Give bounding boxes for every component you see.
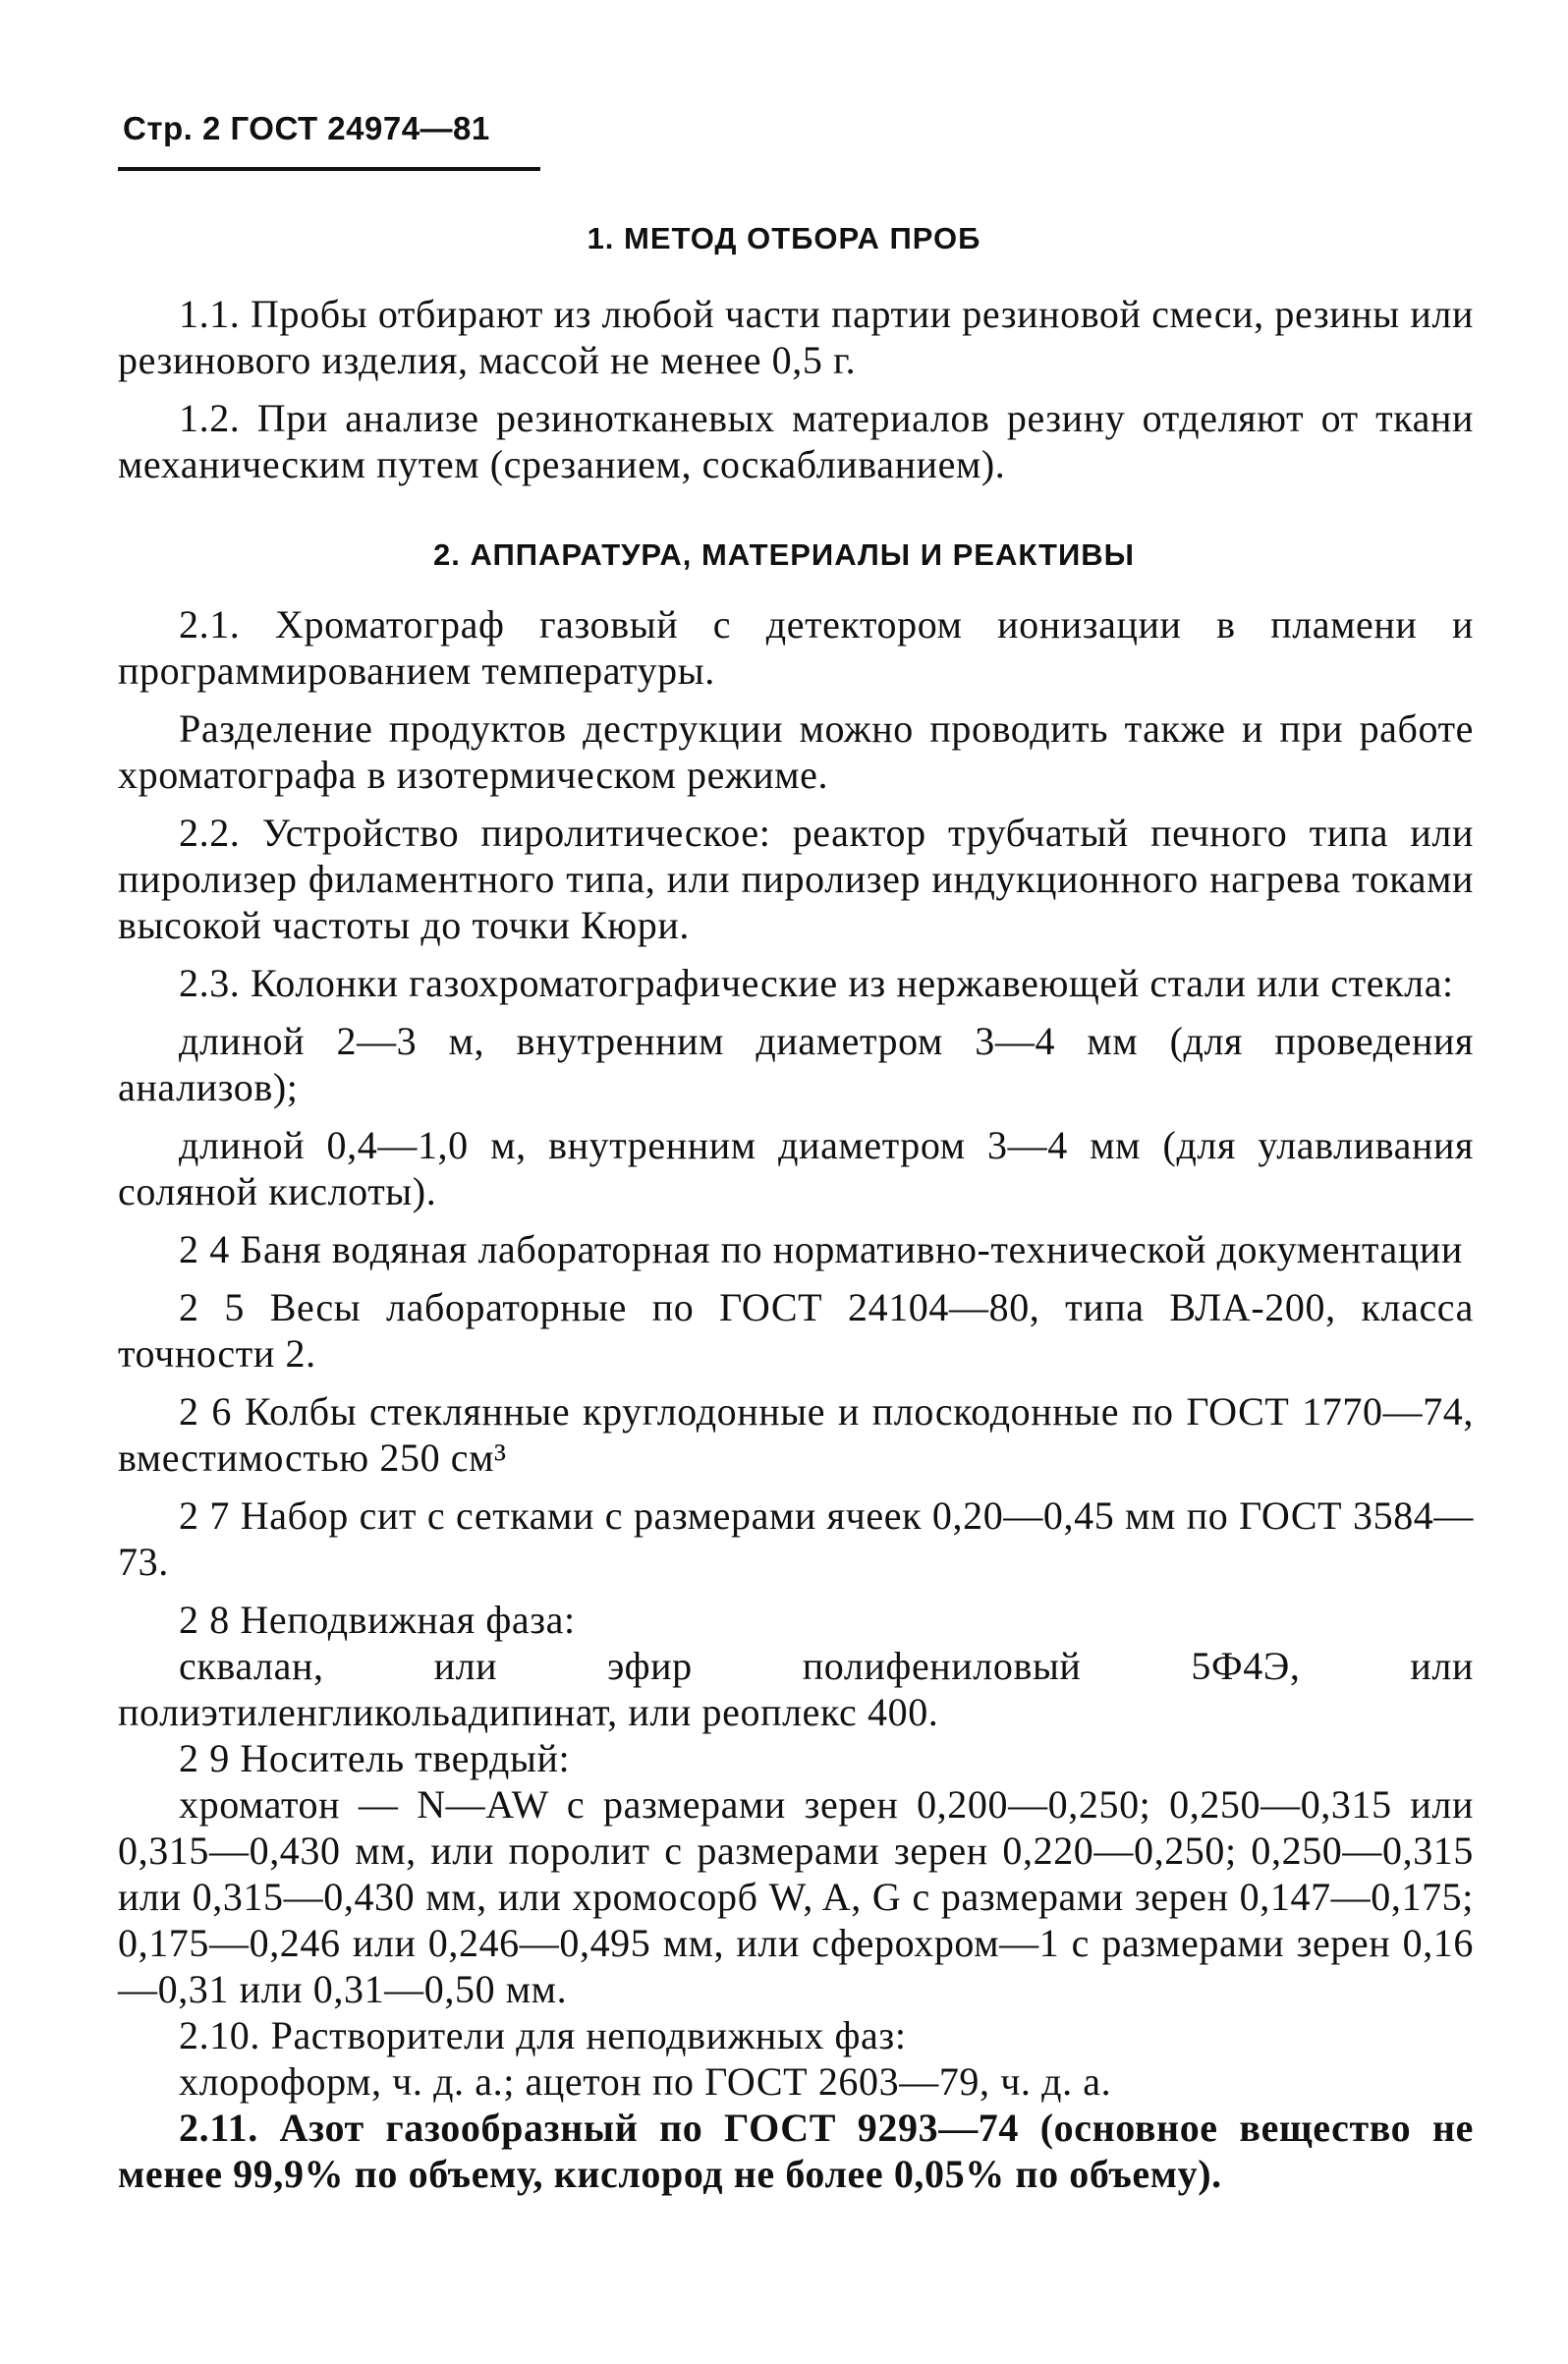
section-2-body [118,601,1474,2197]
paragraph-2-3: 2.3. Колонки газохроматографические из нержавеющей стали или стекла: [179,961,1454,1005]
paragraph-2-5: 2 5 Весы лабораторные по ГОСТ 24104—80, типа ВЛА-200, класса точности 2. [118,1285,1474,1376]
paragraph-2-11: 2.11. Азот газообразный по ГОСТ 9293—74 (основное вещество не менее 99,9% по объему, кислород не более 0,05% по объему). [118,2106,1474,2196]
running-head: Стр. 2 ГОСТ 24974—81 [123,110,490,146]
section-1-body [118,291,1474,487]
paragraph-2-1: 2.1. Хроматограф газовый с детектором ионизации в пламени и программированием температуры. [118,602,1474,693]
header-rule [118,167,540,171]
paragraph-2-2: 2.2. Устройство пиролитическое: реактор трубчатый печного типа или пиролизер филаментного типа, или пиролизер индукционного нагрева токами высокой частоты до точки Кюри. [118,811,1474,947]
paragraph-2-7: 2 7 Набор сит с сетками с размерами ячеек 0,20—0,45 мм по ГОСТ 3584—73. [118,1493,1474,1584]
paragraph-2-10: 2.10. Растворители для неподвижных фаз: [179,2013,907,2057]
section-1-title: 1. МЕТОД ОТБОРА ПРОБ [587,221,981,255]
paragraph-2-1-note: Разделение продуктов деструкции можно проводить также и при работе хроматографа в изотермическом режиме. [118,706,1474,797]
section-2-title: 2. АППАРАТУРА, МАТЕРИАЛЫ И РЕАКТИВЫ [433,537,1135,572]
paragraph-1-1: 1.1. Пробы отбирают из любой части партии резиновой смеси, резины или резинового изделия, массой не менее 0,5 г. [118,292,1474,382]
paragraph-2-4: 2 4 Баня водяная лабораторная по нормативно-технической документации [179,1227,1463,1271]
paragraph-2-3-a: длиной 2—3 м, внутренним диаметром 3—4 мм (для проведения анализов); [118,1019,1474,1109]
paragraph-2-9: 2 9 Носитель твердый: [179,1736,571,1780]
paragraph-1-2: 1.2. При анализе резинотканевых материалов резину отделяют от ткани механическим путем (срезанием, соскабливанием). [118,396,1474,486]
paragraph-2-8-list: сквалан, или эфир полифениловый 5Ф4Э, или полиэтиленгликольадипинат, или реоплекс 400. [118,1644,1474,1734]
paragraph-2-3-b: длиной 0,4—1,0 м, внутренним диаметром 3—4 мм (для улавливания соляной кислоты). [118,1123,1474,1213]
paragraph-2-10-list: хлороформ, ч. д. а.; ацетон по ГОСТ 2603—79, ч. д. а. [179,2059,1112,2104]
paragraph-2-6: 2 6 Колбы стеклянные круглодонные и плоскодонные по ГОСТ 1770—74, вместимостью 250 см³ [118,1389,1474,1480]
paragraph-2-8: 2 8 Неподвижная фаза: [179,1598,576,1642]
paragraph-2-9-list: хроматон — N—AW с размерами зерен 0,200—0,250; 0,250—0,315 или 0,315—0,430 мм, или поролит с размерами зерен 0,220—0,250; 0,250—0,315 или 0,315—0,430 мм, или хромосорб W, A, G с размерами зерен 0,147—0,175; 0,175—0,246 или 0,246—0,495 мм, или сферохром—1 с размерами зерен 0,16—0,31 или 0,31—0,50 мм. [118,1782,1474,2011]
